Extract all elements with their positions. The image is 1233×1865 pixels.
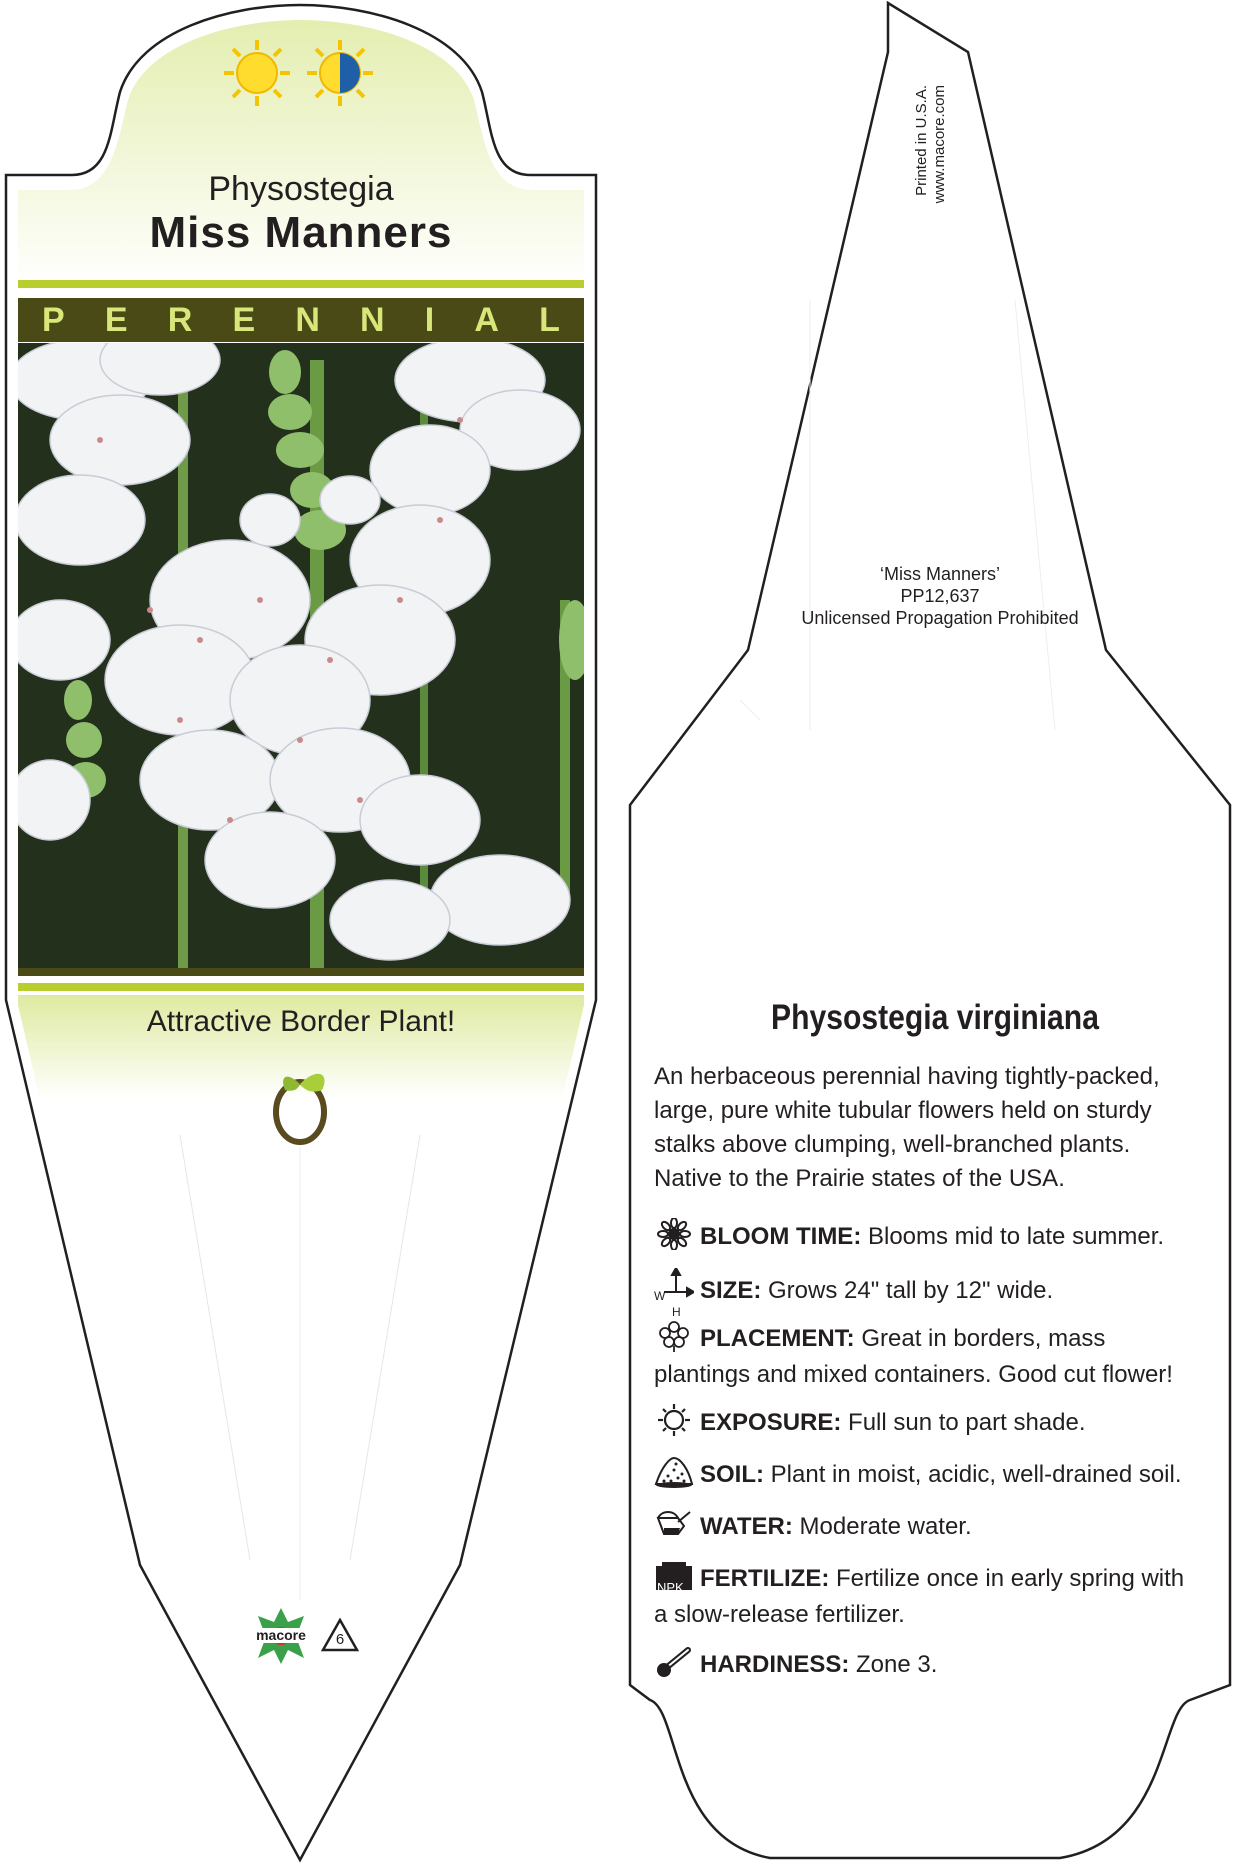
npk-icon [654, 1560, 696, 1595]
attr-label: FERTILIZE: [700, 1565, 830, 1592]
attr-hardiness [654, 1646, 1214, 1683]
category-letter: N [295, 300, 320, 339]
attr-label: WATER: [700, 1513, 793, 1540]
size-icon [654, 1268, 696, 1319]
attr-text: Zone 3. [856, 1651, 938, 1678]
category-letter: A [474, 300, 499, 339]
recycle-number: 6 [335, 1631, 345, 1648]
attr-label: HARDINESS: [700, 1651, 850, 1678]
attr-label: SIZE: [700, 1277, 762, 1304]
sun-outline-icon [654, 1404, 696, 1436]
attr-text: Fertilize once in early spring with a slow-release fertilizer. [654, 1565, 1185, 1628]
size-w-letter: W [654, 1289, 666, 1303]
attr-text: Moderate water. [799, 1513, 972, 1540]
category-letter: I [424, 300, 435, 339]
patent-notice [700, 563, 1180, 629]
printed-in-usa [906, 85, 948, 242]
attr-text: Full sun to part shade. [848, 1409, 1086, 1436]
patent-warning: Unlicensed Propagation Prohibited [801, 608, 1079, 628]
tagline: Attractive Border Plant! [146, 1005, 456, 1038]
category-letter: E [104, 300, 128, 339]
patent-variety: ‘Miss Manners’ [879, 564, 1001, 584]
brand-logo [246, 1606, 316, 1666]
genus-name: Physostegia [208, 170, 394, 208]
attr-label: SOIL: [700, 1461, 764, 1488]
npk-text: NPK [657, 1580, 684, 1595]
attr-water [654, 1508, 1214, 1545]
cultivar-name: Miss Manners [149, 208, 453, 257]
category-letter: P [42, 300, 65, 339]
attr-text: Grows 24" tall by 12" wide. [768, 1277, 1054, 1304]
attr-text: Great in borders, mass plantings and mixed containers. Good cut flower! [654, 1325, 1173, 1388]
part-shade-icon [305, 38, 375, 108]
attr-label: EXPOSURE: [700, 1409, 842, 1436]
attr-exposure [654, 1404, 1214, 1441]
description: An herbaceous perennial having tightly-packed, large, pure white tubular flowers held on sturdy stalks above clumping, well-branched plants. Native to the Prairie states of the USA. [654, 1063, 1160, 1192]
watering-can-icon [654, 1508, 696, 1540]
perennial-band [18, 298, 584, 342]
scientific-name: Physostegia virginiana [771, 998, 1099, 1037]
attr-placement [654, 1320, 1194, 1393]
printed-line: Printed in U.S.A. [913, 85, 930, 196]
attr-soil [654, 1456, 1214, 1493]
attr-text: Plant in moist, acidic, well-drained soil. [770, 1461, 1182, 1488]
recycle-icon [320, 1616, 360, 1656]
attr-label: PLACEMENT: [700, 1325, 855, 1352]
patent-number: PP12,637 [900, 586, 980, 606]
attr-text: Blooms mid to late summer. [867, 1223, 1165, 1250]
brand-name: macore [246, 1628, 316, 1643]
placement-icon [654, 1320, 696, 1352]
category-letter: L [539, 300, 560, 339]
website-line: www.macore.com [931, 85, 948, 204]
thermometer-icon [654, 1646, 696, 1678]
category-letter: E [232, 300, 256, 339]
attr-size [654, 1268, 1214, 1319]
attr-fertilize [654, 1560, 1194, 1633]
size-h-letter: H [672, 1305, 681, 1319]
attr-bloom-time [654, 1218, 1214, 1255]
category-letter: R [167, 300, 193, 339]
attr-label: BLOOM TIME: [700, 1223, 862, 1250]
flower-photo [10, 325, 591, 970]
full-sun-icon [222, 38, 292, 108]
category-letter: N [360, 300, 385, 339]
soil-icon [654, 1456, 696, 1488]
flower-icon [654, 1218, 696, 1250]
